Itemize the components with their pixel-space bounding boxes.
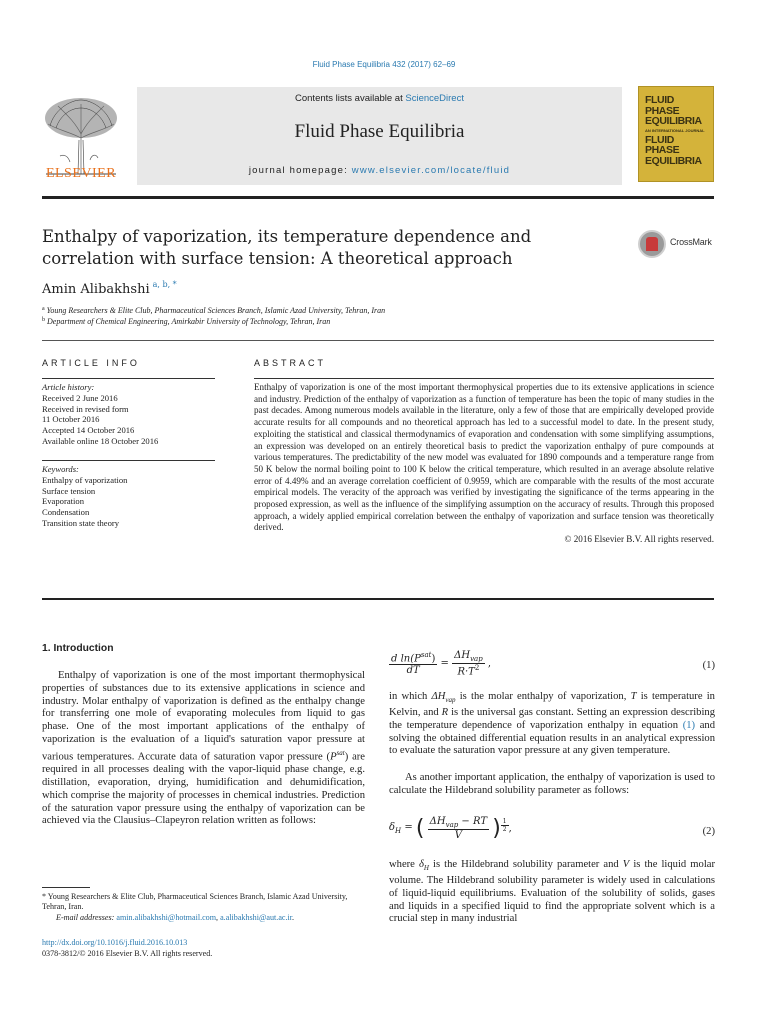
eq1-rhs-sub: vap — [470, 655, 483, 663]
keyword-item: Condensation — [42, 507, 90, 518]
symbol-t: T — [630, 691, 637, 702]
header-rule — [42, 196, 714, 199]
cover-title-2: EQUILIBRIA — [645, 115, 702, 127]
keyword-item: Transition state theory — [42, 517, 120, 528]
eq2-bot: V — [454, 830, 462, 841]
eq2-exp-bot: 2 — [502, 826, 507, 833]
publisher-wordmark: ELSEVIER — [45, 166, 117, 181]
article-history — [42, 382, 217, 447]
text-run: is the molar enthalpy of vaporization, — [455, 691, 631, 702]
eq2-exp-top: 1 — [502, 818, 507, 825]
eq1-lhs-sup: sat — [420, 651, 432, 659]
intro-paragraph-2 — [389, 691, 715, 758]
history-item: 11 October 2016 — [42, 414, 100, 425]
crossmark-button[interactable] — [638, 228, 718, 258]
eq2-top: ΔH — [429, 816, 446, 827]
email-link-2[interactable]: a.alibakhshi@aut.ac.ir — [220, 912, 293, 922]
text-run: is the liquid molar volume. The Hildebrand solubility parameter is widely used in calculations of liquid-liquid equilibriums. Evaluation of the solubility of solids, gases and liquids in a specified liquid to find the appropriate solvent which is a crucial step in many industrial — [389, 859, 715, 925]
eq2-lhs: δ — [389, 822, 396, 833]
text-run: is the Hildebrand solubility parameter and — [428, 859, 623, 870]
email-end: . — [292, 912, 295, 922]
eq2-tail: , — [508, 823, 512, 834]
text-run: and solving the obtained differential equation results in an analytical expression to evaluate the saturation vapor pressure at any given temperature. — [389, 719, 715, 757]
abstract-heading: ABSTRACT — [254, 358, 327, 368]
equation-number: (2) — [702, 826, 715, 837]
section-divider — [42, 340, 714, 341]
symbol-sub: H — [423, 864, 429, 873]
contents-line — [137, 93, 622, 104]
affiliation-a — [42, 306, 385, 315]
email-sep: , — [216, 912, 221, 922]
eq1-rhs-bot-sup: 2 — [474, 664, 480, 672]
journal-title: Fluid Phase Equilibria — [294, 121, 465, 142]
journal-header-band — [137, 87, 622, 185]
author-name — [42, 280, 177, 297]
symbol-p: P — [330, 751, 337, 763]
eq2-top-sub: vap — [445, 821, 459, 829]
history-item: Received in revised form — [42, 403, 129, 414]
doi-block — [42, 938, 212, 959]
crossmark-label: CrossMark — [670, 237, 712, 247]
article-info-rule — [42, 378, 215, 379]
sciencedirect-link[interactable]: ScienceDirect — [405, 93, 464, 104]
corresponding-author-footnote — [42, 892, 362, 923]
eq1-rhs-top: ΔH — [454, 650, 471, 661]
abstract-rule — [254, 378, 714, 379]
eq2-lhs-sub: H — [395, 827, 402, 835]
eq1-lhs — [389, 651, 437, 676]
abstract-copyright: © 2016 Elsevier B.V. All rights reserved. — [564, 534, 714, 545]
symbol-v: V — [622, 859, 630, 870]
abstract-text: Enthalpy of vaporization is one of the most important thermophysical properties due to its extensive applications in science and industry. Prediction of the enthalpy of vaporization as a function of temperature has been the topic of many studies in the past decades. Among numerous models available in the literature, only a few of those that are empirically developed provide accurate results for all compounds and no theoretical approach has led to a successful model to date. In the present study, exploiting the statistical and classical thermodynamics of evaporation and condensation with some simplifying assumptions, an expression was developed on an entirely theoretical basis to predict the vaporization enthalpy of pure compounds at various temperatures. The predictability of the new model was evaluated for 1890 compounds and a temperature range from 50 K below the normal boiling point to 100 K below the critical temperature, which resulted in an average absolute relative error of 4.49% and an average correlation coefficient of 0.9959, which are comparable with the results of the most accurate empirical models. The veracity of the approach was verified by investigating the significance of the terms appearing in the proposed expression, as well as the influence of the simplifying assumption on the accuracy of results. Through this proposed approach, a widely applied empirical correlation between the enthalpy of vaporization and surface tension was theoretically derived. — [254, 382, 714, 533]
eq1-lhs-close: ) — [431, 653, 436, 665]
footnote-emails — [42, 913, 362, 923]
email-link-1[interactable]: amin.alibakhshi@hotmail.com — [116, 912, 217, 922]
text-run: is the universal gas constant. Setting an expression describing the temperature dependence of vaporization enthalpy in equation — [389, 706, 716, 731]
eq1-tail: , — [487, 658, 492, 670]
cover-subtitle: AN INTERNATIONAL JOURNAL — [645, 127, 705, 133]
symbol-sup: sat — [336, 748, 345, 757]
keyword-item: Surface tension — [42, 485, 96, 496]
symbol-delta: δ — [418, 859, 424, 870]
symbol-dh: ΔH — [431, 691, 446, 702]
keyword-item: Evaporation — [42, 496, 84, 507]
footnote-affiliation: * Young Researchers & Elite Club, Pharmaceutical Sciences Branch, Islamic Azad University, Tehran, Iran. — [42, 892, 348, 912]
affiliation-mark: a — [42, 306, 45, 312]
contents-prefix: Contents lists available at — [295, 93, 406, 104]
eq2-fraction — [428, 816, 489, 841]
article-info-heading: ARTICLE INFO — [42, 358, 140, 368]
intro-paragraph-4 — [389, 859, 715, 926]
crossmark-icon — [638, 230, 666, 258]
eq1-lhs-bot: dT — [406, 665, 420, 677]
text-run: Enthalpy of vaporization is one of the most important thermophysical properties of substances due to its extensive applications in science and industry. Molar enthalpy of vaporization is defined as the enthalpy change for transferring one mole of evaporating molecules from liquid to gas phase. One of the most important applications of the enthalpy of vaporization is the evaluation of a liquid's saturation vapor pressure at various temperatures. Accurate data of saturation vapor pressure ( — [42, 670, 365, 763]
doi-link[interactable]: http://dx.doi.org/10.1016/j.fluid.2016.10.013 — [42, 938, 188, 947]
author-name-text: Amin Alibakhshi — [42, 282, 150, 297]
eq2-exponent — [501, 818, 509, 833]
eq2-top-rest: − RT — [458, 816, 487, 827]
affiliation-mark: b — [42, 317, 45, 323]
history-item: Accepted 14 October 2016 — [42, 425, 135, 436]
cover-title-1: FLUID PHASE — [645, 94, 680, 117]
history-item: Received 2 June 2016 — [42, 392, 118, 403]
text-run: where — [389, 859, 419, 870]
history-label: Article history: — [42, 382, 95, 392]
text-run: ) are required in all processes dealing with the vapor-liquid phase change, e.g. distillation, evaporation, drying, humidification and dehumidification, which comprise the majority of processes in chemical industries. Prediction of the saturation vapor pressure using the enthalpy of vaporization can be achieved via the Clausius–Clapeyron relation written as follows: — [42, 751, 366, 827]
history-item: Available online 18 October 2016 — [42, 435, 159, 446]
eq1-rhs-bot: R·T — [457, 666, 475, 678]
equation-1-reference-link[interactable]: (1) — [682, 719, 696, 731]
keywords — [42, 464, 217, 529]
journal-citation-link[interactable]: Fluid Phase Equilibria 432 (2017) 62–69 — [312, 60, 456, 69]
affiliation-text: Department of Chemical Engineering, Amirkabir University of Technology, Tehran, Iran — [47, 317, 331, 326]
text-run: is temperature in Kelvin, and — [389, 691, 715, 718]
abstract-bottom-rule — [42, 598, 714, 600]
author-affiliation-marks[interactable]: a, b, * — [152, 280, 177, 289]
keywords-label: Keywords: — [42, 464, 79, 474]
homepage-line — [137, 165, 622, 176]
eq2-equals: = — [401, 822, 416, 833]
keyword-item: Enthalpy of vaporization — [42, 474, 128, 485]
text-run: in which — [389, 691, 432, 702]
footnote-rule — [42, 887, 90, 888]
cover-title-3: FLUID PHASE — [645, 133, 680, 156]
affiliation-text: Young Researchers & Elite Club, Pharmaceutical Sciences Branch, Islamic Azad University, Tehran, Iran — [46, 306, 386, 315]
email-label: E-mail addresses: — [56, 912, 117, 922]
equation-1: $\frac{d \ln(P^{sat})}{dT}$ = $\frac{\Delta H_{vap}}{R\cdot T^2}$ , (1) — [391, 650, 715, 678]
issn-copyright: 0378-3812/© 2016 Elsevier B.V. All rights reserved. — [42, 948, 213, 958]
keywords-rule — [42, 460, 215, 461]
equation-2: $\delta_H$ = ( $\frac{\Delta H_{vap} - RT}{V}$ ) $\frac{1}{2}$ , (2) — [389, 816, 715, 841]
symbol-sub: vap — [445, 696, 456, 705]
eq1-rhs — [452, 650, 485, 677]
symbol-r: R — [441, 706, 449, 718]
intro-paragraph-1 — [42, 670, 365, 828]
introduction-heading: 1. Introduction — [42, 643, 114, 654]
article-title: Enthalpy of vaporization, its temperature dependence and correlation with surface tension: A theoretical approach — [42, 227, 532, 268]
affiliation-b — [42, 317, 330, 326]
equation-number: (1) — [702, 660, 715, 671]
intro-paragraph-3: As another important application, the enthalpy of vaporization is used to calculate the Hildebrand solubility parameter as follows: — [389, 772, 715, 796]
cover-title-4: EQUILIBRIA — [645, 154, 702, 167]
eq1-lhs-top: d ln(P — [391, 653, 421, 665]
abstract-body — [254, 382, 714, 546]
homepage-link[interactable]: www.elsevier.com/locate/fluid — [351, 165, 511, 176]
journal-cover-thumbnail[interactable] — [638, 86, 714, 182]
homepage-prefix: journal homepage: — [248, 165, 352, 176]
